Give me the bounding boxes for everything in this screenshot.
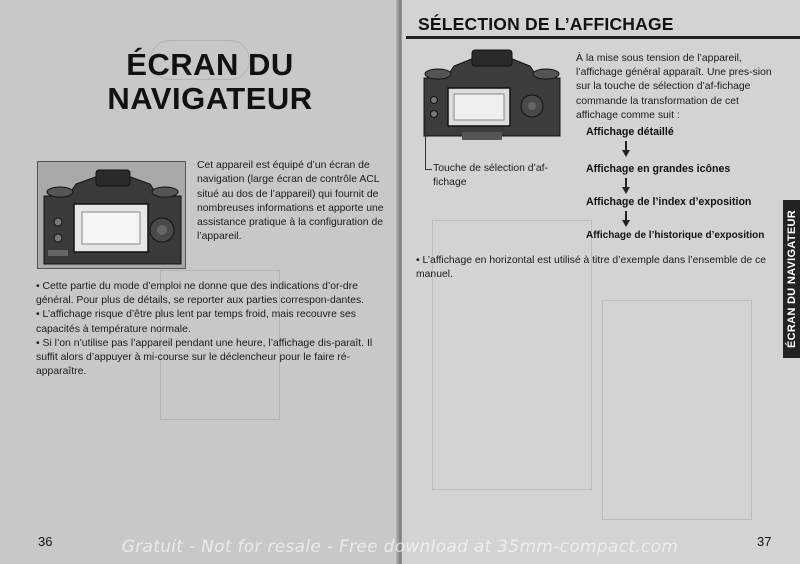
- sequence-step: Affichage de l’index d’exposition: [586, 196, 752, 208]
- caption-leader-tick: [425, 169, 432, 170]
- page-title-left: [60, 48, 360, 116]
- sequence-step: Affichage détaillé: [586, 126, 674, 138]
- page-number-right: 37: [757, 534, 772, 549]
- down-arrow-icon: [622, 187, 630, 194]
- sequence-step: Affichage de l’historique d’exposition: [586, 230, 765, 241]
- title-line-2: NAVIGATEUR: [107, 81, 313, 116]
- side-tab-label: ÉCRAN DU NAVIGATEUR: [785, 210, 798, 348]
- title-divider: [406, 36, 800, 39]
- footer-watermark: Gratuit - Not for resale - Free download at 35mm-compact.com: [121, 537, 679, 557]
- page-number-left: 36: [38, 534, 53, 549]
- intro-paragraph-left: Cet appareil est équipé d’un écran de navigation (large écran de contrôle ACL situé au dos de l’appareil) qui fournit de nombreuses informations et apporte une assistance pratique à la configuration de l’appareil.: [197, 160, 384, 243]
- section-side-tab: [783, 200, 800, 358]
- camera-right-svg: [418, 48, 566, 160]
- caption-leader-line: [425, 116, 426, 170]
- down-arrow-icon: [622, 220, 630, 227]
- camera-back-illustration-right: [418, 48, 566, 160]
- camera-back-illustration: [37, 161, 186, 269]
- list-item: • L’affichage risque d’être plus lent par temps froid, mais recouvre ses capacités à température normale.: [36, 309, 356, 335]
- display-button-caption: Touche de sélection d’af-fichage: [433, 163, 548, 188]
- note-right: • L’affichage en horizontal est utilisé à titre d’exemple dans l’ensemble de ce manuel.: [416, 255, 767, 280]
- list-item: • Cette partie du mode d’emploi ne donne que des indications d’or-dre général. Pour plus de détails, se reporter aux parties correspon-dantes.: [36, 281, 365, 307]
- intro-paragraph-right: À la mise sous tension de l’appareil, l’affichage général apparaît. Une pres-sion sur la touche de sélection d’af-fichage commande la transformation de cet affichage comme suit :: [576, 53, 772, 121]
- sequence-step: Affichage en grandes icônes: [586, 163, 731, 175]
- bullet-list-left: [36, 280, 391, 379]
- down-arrow-icon: [622, 150, 630, 157]
- title-line-1: ÉCRAN DU: [126, 47, 294, 82]
- page-title-right: SÉLECTION DE L’AFFICHAGE: [418, 14, 674, 34]
- camera-back-svg: [38, 162, 186, 269]
- ghost-mark: [602, 300, 752, 520]
- list-item: • Si l’on n’utilise pas l’appareil pendant une heure, l’affichage dis-paraît. Il suffit alors d’appuyer à mi-course sur le déclencheur pour le faire ré-apparaître.: [36, 337, 373, 378]
